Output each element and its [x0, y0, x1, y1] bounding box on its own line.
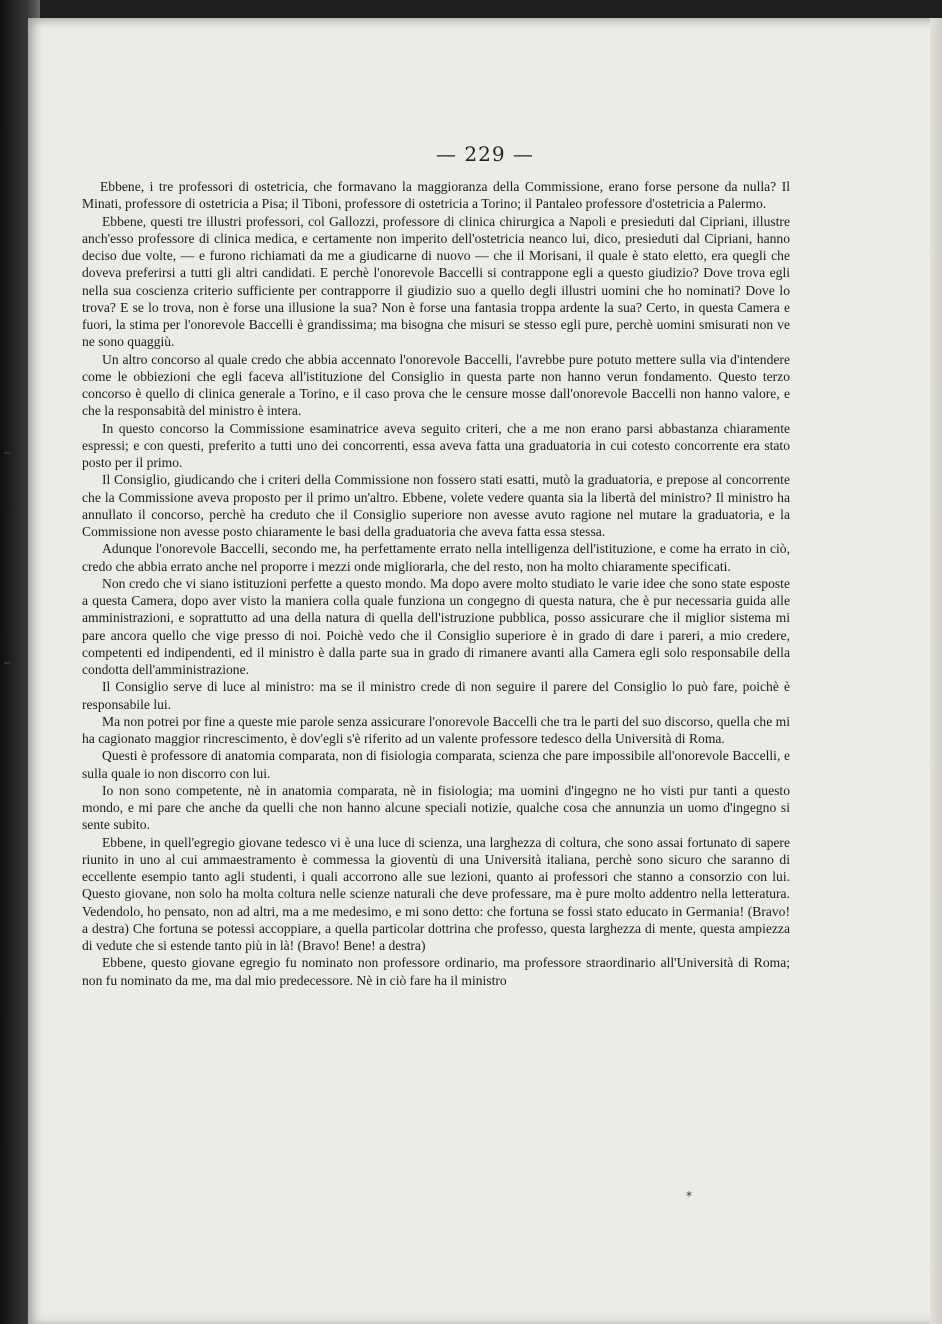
paragraph: In questo concorso la Commissione esaminatrice aveva seguito criteri, che a me non erano parsi abbastanza chiaramente espressi; e con questi, preferito a tutti uno dei concorrenti, essa aveva fatta una graduatoria in cui cotesto concorrente era stato posto per il primo. [82, 420, 790, 470]
paragraph: Io non sono competente, nè in anatomia comparata, nè in fisiologia; ma uomini d'ingegno ne ho visti pur tanti a questo mondo, e mi pare che anche da quelli che non hanno alcune speciali notizie, qualche cosa che annunzia un uomo d'ingegno si sente subito. [82, 782, 790, 833]
body-text [82, 178, 790, 989]
paragraph: Non credo che vi siano istituzioni perfette a questo mondo. Ma dopo avere molto studiato le varie idee che sono state esposte a questa Camera, dopo aver visto la maniera colla quale funziona un congegno di questa natura, che è pur necessaria guida alle amministrazioni, e soprattutto ad una della natura di quella dell'istruzione pubblica, posso assicurare che il miglior sistema mi pare ancora quello che vige presso di noi. Poichè vedo che il Consiglio superiore è in grado di dare i pareri, a mio credere, competenti ed indipendenti, ed il ministro è dalla parte sua in grado di rimanere avanti alla Camera egli solo responsabile della condotta dell'amministrazione. [82, 575, 790, 677]
margin-tick [4, 662, 11, 664]
page-edge [930, 18, 942, 1324]
margin-tick [4, 452, 11, 454]
paragraph: Il Consiglio, giudicando che i criteri della Commissione non fossero stati esatti, mutò la graduatoria, e prepose al concorrente che la Commissione aveva proposto per il primo un'altro. Ebbene, volete vedere quanta sia la libertà del ministro? Il ministro ha annullato il concorso, perchè ha creduto che il Consiglio superiore non avesse avuto ragione nel mutare la graduatoria, e la Commissione non avesse posto chiaramente le basi della graduatoria che aveva fatta essa stessa. [82, 472, 790, 539]
paragraph: Ebbene, i tre professori di ostetricia, che formavano la maggioranza della Commissione, erano forse persone da nulla? Il Minati, professore di ostetricia a Pisa; il Tiboni, professore di ostetricia a Torino; il Pantaleo professore d'ostetricia a Palermo. [82, 179, 790, 212]
document-page [28, 18, 942, 1324]
page-number: — 229 — [436, 142, 534, 166]
footer-mark: * [686, 1189, 692, 1203]
paragraph: Il Consiglio serve di luce al ministro: ma se il ministro crede di non seguire il parere del Consiglio lo può fare, poichè è responsabile lui. [82, 679, 790, 712]
paragraph: Questi è professore di anatomia comparata, non di fisiologia comparata, scienza che pare impossibile all'onorevole Baccelli, e sulla quale io non discorro con lui. [82, 748, 790, 781]
paragraph: Ebbene, questo giovane egregio fu nominato non professore ordinario, ma professore straordinario all'Università di Roma; non fu nominato da me, ma dal mio predecessore. Nè in ciò fare ha il ministro [82, 955, 790, 988]
paragraph: Adunque l'onorevole Baccelli, secondo me, ha perfettamente errato nella intelligenza dell'istituzione, e come ha errato in ciò, credo che abbia errato anche nel proporre i mezzi onde migliorarla, che del resto, non ha molto chiaramente specificati. [82, 541, 790, 574]
paragraph: Ebbene, questi tre illustri professori, col Gallozzi, professore di clinica chirurgica a Napoli e presieduti dal Cipriani, illustre anch'esso professore di clinica medica, e certamente non imperito dell'ostetricia neanco lui, dico, presieduti dal Cipriani, hanno deciso due volte, — e furono richiamati da me a giudicarne di nuovo — che il Morisani, il quale è stato eletto, era quegli che doveva preferirsi a tutti gli altri candidati. E perchè l'onorevole Baccelli si contrappone egli a questo giudizio? Dove trova egli nella sua coscienza criterio sufficiente per contrapporre il giudizio suo a quello degli illustri uomini che ho nominati? Dove lo trova? E se lo trova, non è forse una illusione la sua? Non è forse una fantasia troppa ardente la sua? Certo, in questa Camera e fuori, la stima per l'onorevole Baccelli è grandissima; ma bisogna che misuri se stesso egli pure, perchè uomini smisurati non ve ne sono quaggiù. [82, 213, 790, 350]
paragraph: Ebbene, in quell'egregio giovane tedesco vi è una luce di scienza, una larghezza di coltura, che sono assai fortunato di sapere riunito in uno al cui ammaestramento è commessa la gioventù di una Università italiana, perchè sono sicuro che saranno di eccellente esempio tanto agli studenti, i quali accorrono alle sue lezioni, quanto ai professori che stanno a consorzio con lui. Questo giovane, non solo ha molta coltura nelle scienze naturali che deve professare, ma è pure molto addentro nella letteratura. Vedendolo, ho pensato, non ad altri, ma a me medesimo, e mi sono detto: che fortuna se fossi stato educato in Germania! (Bravo! a destra) Che fortuna se potessi accoppiare, a quella particolar dottrina che professo, questa larghezza di mente, questa ampiezza di vedute che si estende tanto più in là! (Bravo! Bene! a destra) [82, 834, 790, 953]
paragraph: Un altro concorso al quale credo che abbia accennato l'onorevole Baccelli, l'avrebbe pure potuto mettere sulla via d'intendere come le obbiezioni che egli faceva all'istituzione del Consiglio in questa parte non hanno verun fondamento. Questo terzo concorso è quello di clinica generale a Torino, e il caso prova che le censure mosse dall'onorevole Baccelli non hanno valore, e che la responsabità del ministro è intera. [82, 351, 790, 419]
paragraph: Ma non potrei por fine a queste mie parole senza assicurare l'onorevole Baccelli che tra le parti del suo discorso, quella che mi ha cagionato maggior rincrescimento, è dov'egli s'è riferito ad un valente professore tedesco della Università di Roma. [82, 713, 790, 746]
